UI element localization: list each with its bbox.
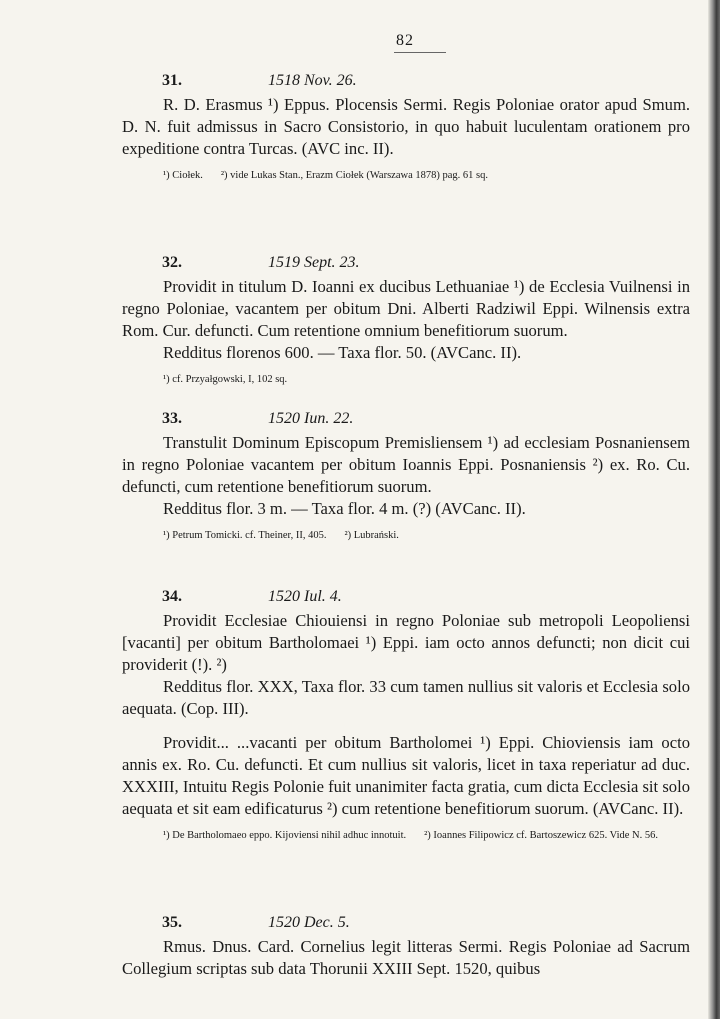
footnotes — [122, 828, 690, 843]
entry-date: 1520 Dec. 5. — [268, 914, 350, 931]
entry-text: Transtulit Dominum Episcopum Premisliensem ¹) ad ecclesiam Posnaniensem in regno Poloniae vacantem per obitum Ioannis Eppi. Posnaniensis ²) ex. Ro. Cu. defuncti, cum retentione benefitiorum suorum. — [122, 433, 690, 496]
entry-number: 33. — [162, 410, 182, 427]
footnote: ²) vide Lukas Stan., Erazm Ciołek (Warszawa 1878) pag. 61 sq. — [220, 170, 488, 181]
footnote: ¹) De Bartholomaeo eppo. Kijoviensi nihil adhuc innotuit. — [163, 830, 407, 841]
entry-31 — [122, 72, 690, 183]
footnotes — [122, 528, 690, 543]
entry-text: R. D. Erasmus ¹) Eppus. Plocensis Sermi. Regis Poloniae orator apud Smum. D. N. fuit admissus in Sacro Consistorio, in quo habuit luculentam orationem pro expeditione contra Turcas. (AVC inc. II). — [122, 95, 690, 158]
entry-date: 1520 Iul. 4. — [268, 588, 342, 605]
footnote: ¹) Petrum Tomicki. cf. Theiner, II, 405. — [163, 530, 327, 541]
footnote: ¹) Ciołek. — [163, 170, 203, 181]
entry-text: Rmus. Dnus. Card. Cornelius legit litteras Sermi. Regis Poloniae ad Sacrum Collegium scriptas sub data Thorunii XXIII Sept. 1520, quibus — [122, 937, 690, 978]
entry-32 — [122, 254, 690, 387]
entry-text: Redditus flor. XXX, Taxa flor. 33 cum tamen nullius sit valoris et Ecclesia solo aequata. (Cop. III). — [122, 677, 690, 718]
entry-date: 1518 Nov. 26. — [268, 72, 357, 89]
entry-date: 1519 Sept. 23. — [268, 254, 360, 271]
footnotes — [122, 168, 690, 183]
entry-35 — [122, 914, 690, 980]
page-number: 82 — [396, 32, 414, 49]
entry-text: Providit Ecclesiae Chiouiensi in regno Poloniae sub metropoli Leopoliensi [vacanti] per obitum Bartholomaei ¹) Eppi. iam octo annos defuncti; non dicit cui providerit (!). ²) — [122, 611, 690, 674]
entry-number: 34. — [162, 588, 182, 605]
entry-number: 31. — [162, 72, 182, 89]
entry-text: Redditus florenos 600. — Taxa flor. 50. (AVCanc. II). — [163, 343, 522, 362]
entry-text: Providit in titulum D. Ioanni ex ducibus Lethuaniae ¹) de Ecclesia Vuilnensi in regno Poloniae, vacantem per obitum Dni. Alberti Radziwil Eppi. Wilnensis extra Rom. Cur. defuncti. Cum retentione omnium benefitiorum suorum. — [122, 277, 690, 340]
footnote: ²) Ioannes Filipowicz cf. Bartoszewicz 625. Vide N. 56. — [424, 830, 659, 841]
entry-text: Providit... ...vacanti per obitum Bartholomei ¹) Eppi. Chioviensis iam octo annis ex. Ro. Cu. defuncti. Et cum nullius sit valoris, licet in taxa reperiatur ad duc. XXXIII, Intuitu Regis Polonie fuit unanimiter facta gratia, cum dicta Ecclesia sit solo aequata et sit eam edificaturus ²) cum retentione benefitiorum suorum. (AVCanc. II). — [122, 733, 690, 818]
footnote: ²) Lubrański. — [344, 530, 399, 541]
footnote: ¹) cf. Przyałgowski, I, 102 sq. — [163, 374, 288, 385]
entry-number: 32. — [162, 254, 182, 271]
entry-34 — [122, 588, 690, 843]
entry-number: 35. — [162, 914, 182, 931]
page-number-rule — [394, 52, 446, 53]
entry-33 — [122, 410, 690, 543]
entry-date: 1520 Iun. 22. — [268, 410, 354, 427]
entry-text: Redditus flor. 3 m. — Taxa flor. 4 m. (?) (AVCanc. II). — [163, 499, 526, 518]
page-edge-shadow — [708, 0, 720, 1019]
